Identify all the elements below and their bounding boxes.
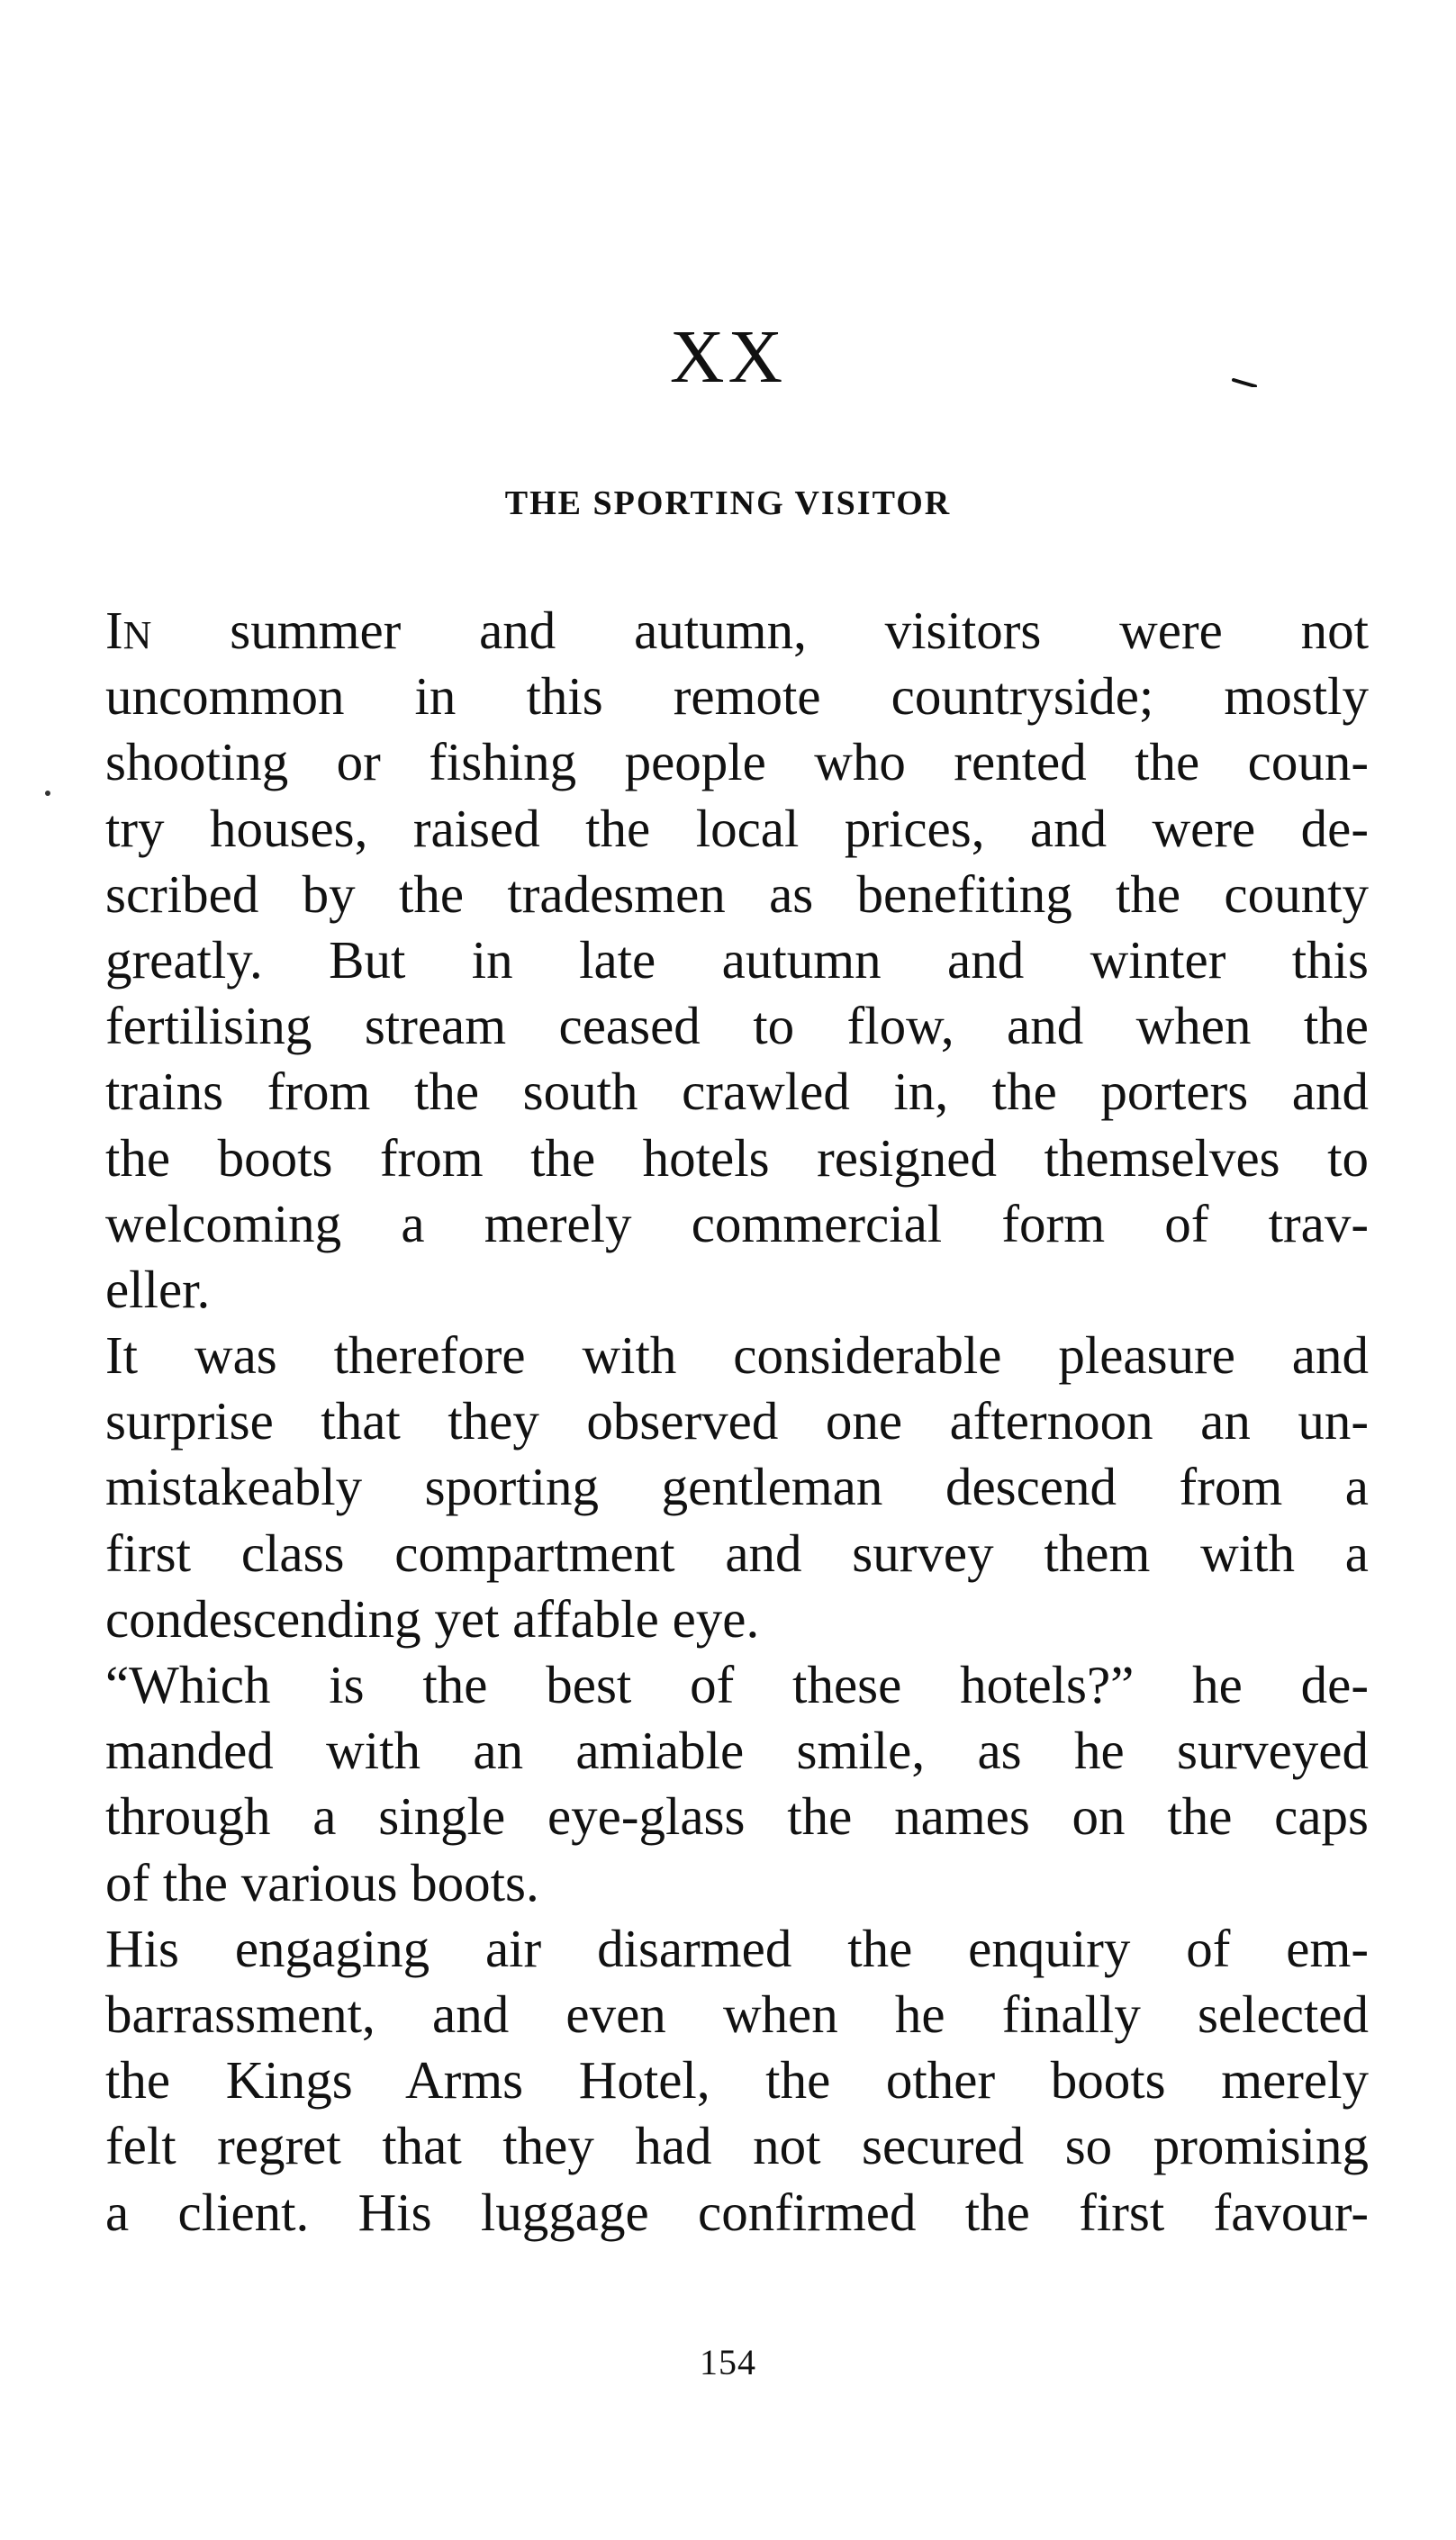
- text-line: the boots from the hotels resigned themselves to: [105, 1127, 1369, 1188]
- page-number: 154: [700, 2342, 756, 2382]
- chapter-title: THE SPORTING VISITOR: [504, 484, 952, 522]
- text-line: condescending yet affable eye.: [105, 1588, 760, 1649]
- text-line: first class compartment and survey them with a: [105, 1523, 1369, 1583]
- dropcap-rest: N: [122, 613, 152, 657]
- text-line: It was therefore with considerable pleasure and: [105, 1325, 1369, 1386]
- chapter-number: XX: [669, 315, 787, 399]
- text-line: shooting or fishing people who rented the coun-: [105, 732, 1369, 792]
- line-text: summer and autumn, visitors were not: [151, 601, 1369, 660]
- text-line: eller.: [105, 1259, 211, 1319]
- text-line: manded with an amiable smile, as he surveyed: [105, 1721, 1369, 1781]
- text-line: welcoming a merely commercial form of trav-: [105, 1193, 1369, 1253]
- stray-ink-dot: [45, 791, 50, 796]
- body-text: [105, 598, 1369, 2246]
- text-line: mistakeably sporting gentleman descend from a: [105, 1457, 1369, 1517]
- text-line: [105, 598, 1369, 664]
- text-line: scribed by the tradesmen as benefiting the county: [105, 863, 1369, 924]
- text-line: barrassment, and even when he finally selected: [105, 1984, 1369, 2044]
- text-line: through a single eye-glass the names on the caps: [105, 1786, 1369, 1847]
- text-line: fertilising stream ceased to flow, and when the: [105, 996, 1369, 1056]
- text-line: surprise that they observed one afternoon an un-: [105, 1391, 1369, 1451]
- text-line: a client. His luggage confirmed the first favour-: [105, 2182, 1369, 2242]
- text-line: felt regret that they had not secured so promising: [105, 2116, 1369, 2176]
- text-line: the Kings Arms Hotel, the other boots merely: [105, 2050, 1369, 2111]
- ink-mark: [1232, 378, 1259, 387]
- text-line: uncommon in this remote countryside; mostly: [105, 666, 1369, 727]
- text-line: His engaging air disarmed the enquiry of em-: [105, 1918, 1369, 1978]
- text-line: greatly. But in late autumn and winter this: [105, 929, 1369, 990]
- text-line: “Which is the best of these hotels?” he de-: [105, 1655, 1369, 1714]
- text-line: trains from the south crawled in, the porters and: [105, 1062, 1369, 1122]
- dropcap-initial: I: [105, 601, 123, 660]
- text-line: of the various boots.: [105, 1852, 539, 1912]
- text-line: try houses, raised the local prices, and were de-: [105, 798, 1369, 858]
